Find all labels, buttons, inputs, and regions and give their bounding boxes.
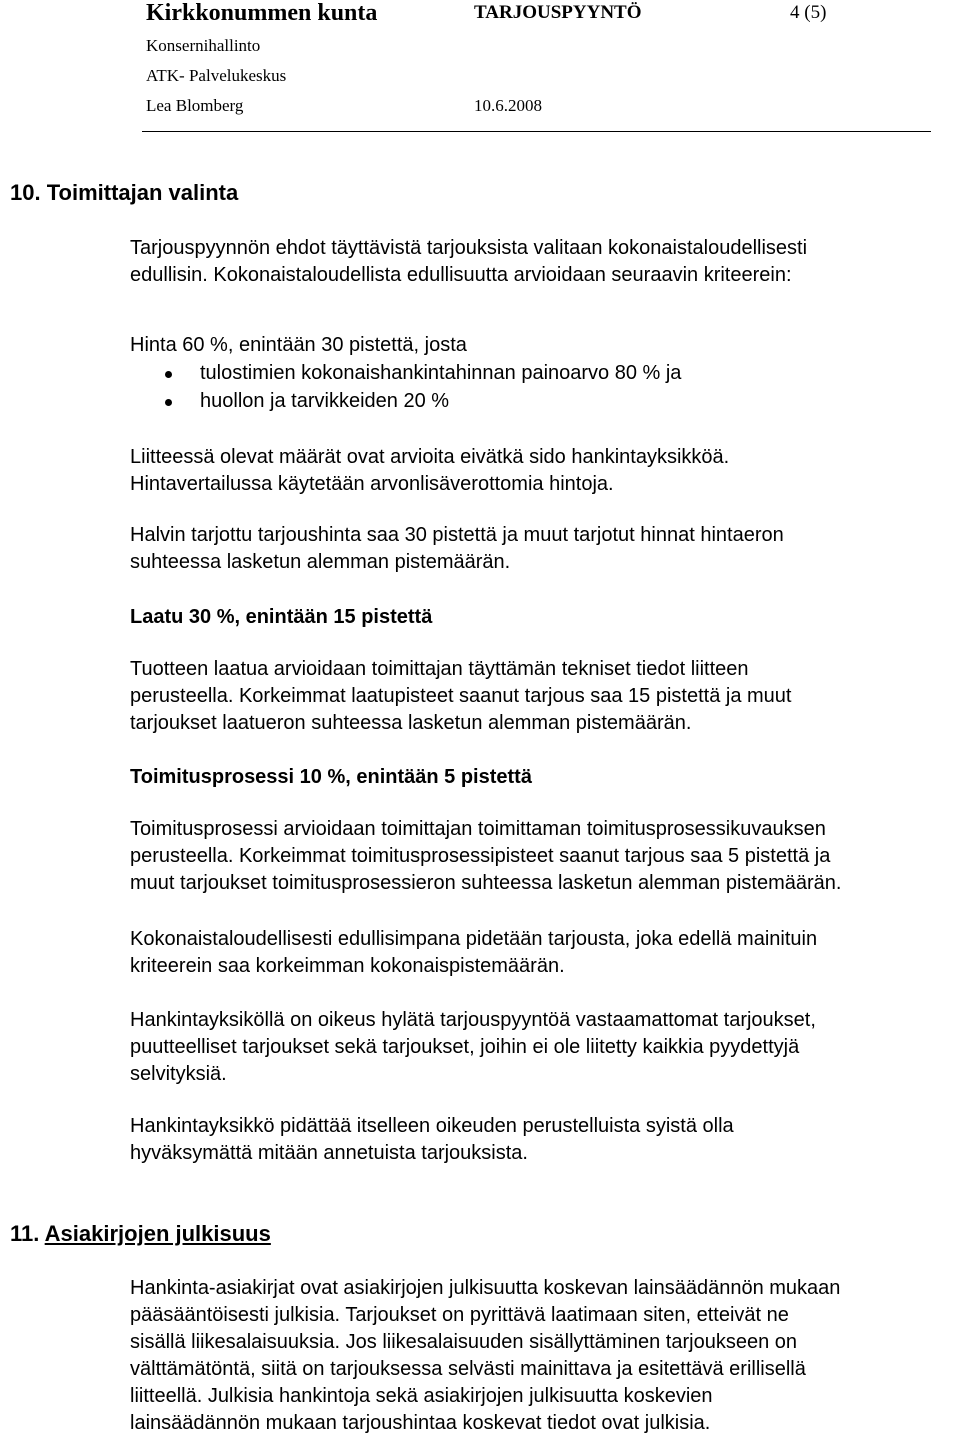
- text-line: tarjoukset laatueron suhteessa lasketun alemman pistemäärän.: [130, 712, 692, 734]
- text-line: Tarjouspyynnön ehdot täyttävistä tarjouksista valitaan kokonaistaloudellisesti: [130, 237, 808, 259]
- bullet-text: tulostimien kokonaishankintahinnan painoarvo 80 % ja: [200, 362, 682, 384]
- quality-text: [130, 656, 960, 737]
- document-type: TARJOUSPYYNTÖ: [474, 2, 642, 23]
- overall-text: [130, 926, 960, 980]
- text-line: kriteerein saa korkeimman kokonaispistemäärän.: [130, 955, 565, 977]
- bullet-icon: [165, 371, 172, 378]
- header-rule: [142, 131, 931, 132]
- text-line: perusteella. Korkeimmat toimitusprosessipisteet saanut tarjous saa 5 pistettä ja: [130, 845, 831, 867]
- text-line: Hintavertailussa käytetään arvonlisäverottomia hintoja.: [130, 473, 614, 495]
- section-11-number: 11.: [10, 1221, 40, 1246]
- section-10-number: 10.: [10, 180, 41, 205]
- selection-intro: [130, 235, 960, 289]
- price-scoring: [130, 522, 960, 576]
- text-line: suhteessa lasketun alemman pistemäärän.: [130, 551, 511, 573]
- text-line: Hankinta-asiakirjat ovat asiakirjojen julkisuutta koskevan lainsäädännön mukaan: [130, 1277, 841, 1299]
- text-line: Kokonaistaloudellisesti edullisimpana pidetään tarjousta, joka edellä mainituin: [130, 928, 818, 950]
- text-line: lainsäädännön mukaan tarjoushintaa koskevat tiedot ovat julkisia.: [130, 1412, 711, 1434]
- section-11-heading: [10, 1221, 271, 1247]
- text-line: selvityksiä.: [130, 1063, 227, 1085]
- document-date: 10.6.2008: [474, 96, 542, 115]
- price-heading: Hinta 60 %, enintään 30 pistettä, josta: [130, 334, 467, 356]
- quality-heading: Laatu 30 %, enintään 15 pistettä: [130, 606, 433, 628]
- text-line: hyväksymättä mitään annetuista tarjouksista.: [130, 1142, 528, 1164]
- department: Konsernihallinto: [146, 36, 261, 55]
- process-heading: Toimitusprosessi 10 %, enintään 5 pistettä: [130, 766, 532, 788]
- text-line: Hankintayksiköllä on oikeus hylätä tarjouspyyntöä vastaamattomat tarjoukset,: [130, 1009, 816, 1031]
- reservation-text: [130, 1113, 960, 1167]
- text-line: Halvin tarjottu tarjoushinta saa 30 pistettä ja muut tarjotut hinnat hintaeron: [130, 524, 784, 546]
- publicity-text: [130, 1275, 960, 1437]
- section-10-title: Toimittajan valinta: [46, 180, 239, 205]
- bullet-text: huollon ja tarvikkeiden 20 %: [200, 390, 450, 412]
- text-line: muut tarjoukset toimitusprosessieron suhteessa lasketun alemman pistemäärän.: [130, 872, 842, 894]
- author: Lea Blomberg: [146, 96, 244, 115]
- page-number: 4 (5): [790, 2, 827, 23]
- text-line: Liitteessä olevat määrät ovat arvioita eivätkä sido hankintayksikköä.: [130, 446, 730, 468]
- text-line: edullisin. Kokonaistaloudellista edullisuutta arvioidaan seuraavin kriteerein:: [130, 264, 792, 286]
- text-line: Hankintayksikkö pidättää itselleen oikeuden perustelluista syistä olla: [130, 1115, 734, 1137]
- section-11-title: Asiakirjojen julkisuus: [44, 1221, 271, 1246]
- text-line: puutteelliset tarjoukset sekä tarjoukset, joihin ei ole liitetty kaikkia pyydettyjä: [130, 1036, 800, 1058]
- organization-name: Kirkkonummen kunta: [146, 0, 378, 26]
- unit: ATK- Palvelukeskus: [146, 66, 287, 85]
- text-line: sisällä liikesalaisuuksia. Jos liikesalaisuuden sisällyttäminen tarjoukseen on: [130, 1331, 798, 1353]
- text-line: liitteellä. Julkisia hankintoja sekä asiakirjojen julkisuutta koskevien: [130, 1385, 713, 1407]
- text-line: välttämätöntä, siitä on tarjouksessa selvästi mainittava ja esitettävä erillisellä: [130, 1358, 806, 1380]
- section-10-heading: [10, 180, 238, 206]
- text-line: pääsääntöisesti julkisia. Tarjoukset on pyrittävä laatimaan siten, etteivät ne: [130, 1304, 789, 1326]
- price-note: [130, 444, 960, 498]
- text-line: Tuotteen laatua arvioidaan toimittajan täyttämän tekniset tiedot liitteen: [130, 658, 749, 680]
- process-text: [130, 816, 960, 897]
- text-line: perusteella. Korkeimmat laatupisteet saanut tarjous saa 15 pistettä ja muut: [130, 685, 792, 707]
- text-line: Toimitusprosessi arvioidaan toimittajan toimittaman toimitusprosessikuvauksen: [130, 818, 826, 840]
- bullet-icon: [165, 399, 172, 406]
- rejection-text: [130, 1007, 960, 1088]
